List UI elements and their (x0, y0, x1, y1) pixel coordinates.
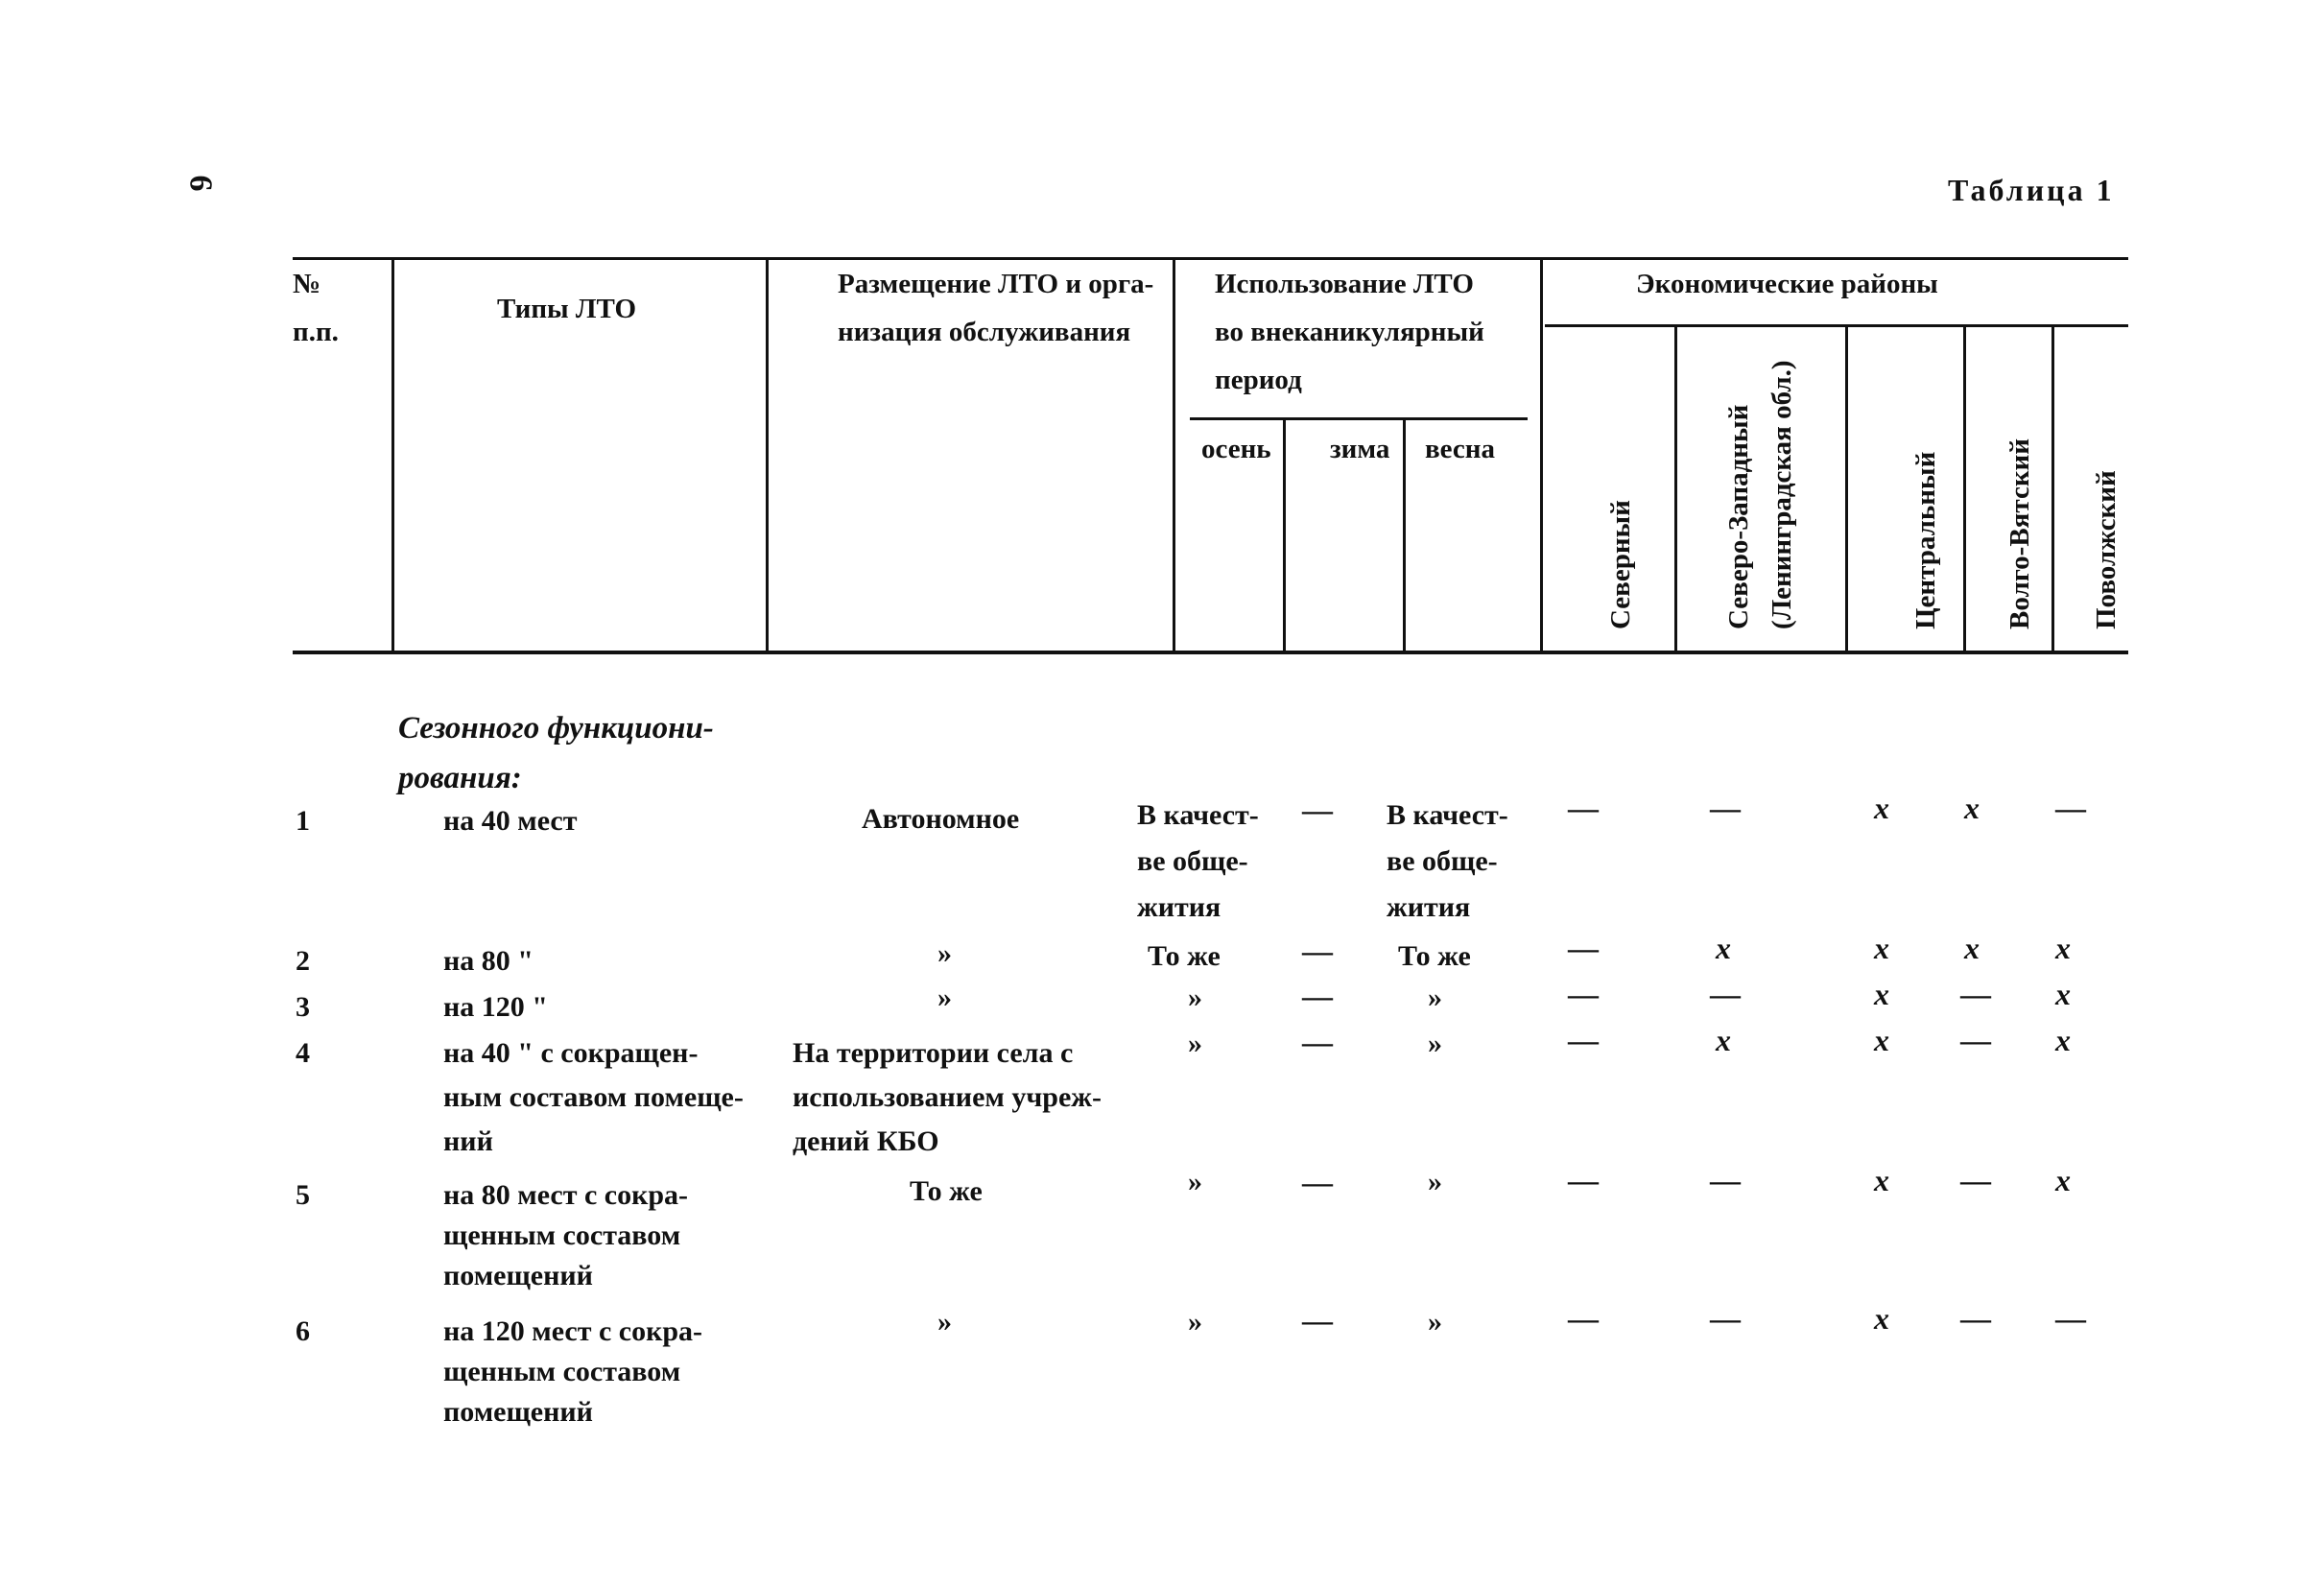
row-region-northwest: — (1710, 1163, 1741, 1197)
row-region-north: — (1568, 931, 1599, 965)
row-region-volga: x (2055, 1163, 2071, 1197)
row-region-north: — (1568, 1301, 1599, 1336)
row-winter-usage: — (1302, 793, 1333, 827)
row-region-central: x (1874, 1163, 1889, 1197)
row-autumn-usage: » (1188, 1028, 1202, 1059)
row-spring-usage: В качест- (1387, 799, 1508, 831)
col-divider-1 (391, 257, 394, 652)
col-divider-9 (1963, 326, 1966, 652)
header-placement-line2: низация обслуживания (838, 317, 1131, 347)
header-bottom-border (293, 651, 2128, 654)
col-divider-4 (1283, 418, 1286, 652)
section-heading-line2: рования: (398, 761, 522, 795)
row-placement: Автономное (862, 803, 1020, 835)
row-type: ний (443, 1125, 493, 1157)
col-divider-3 (1173, 257, 1175, 652)
regions-subheader-line (1545, 324, 2128, 327)
row-spring-usage: » (1428, 1166, 1442, 1197)
row-winter-usage: — (1302, 979, 1333, 1013)
row-type: на 40 " с сокращен- (443, 1037, 699, 1069)
page-number: 6 (182, 175, 219, 192)
row-spring-usage: » (1428, 982, 1442, 1013)
row-region-central: x (1874, 931, 1889, 965)
header-region-north: Северный (1605, 500, 1636, 629)
row-placement: То же (910, 1175, 983, 1207)
row-region-northwest: — (1710, 1301, 1741, 1336)
row-type: на 120 " (443, 991, 548, 1023)
row-autumn-usage: ве обще- (1137, 845, 1248, 877)
row-number: 1 (296, 805, 310, 837)
row-region-volga: x (2055, 977, 2071, 1011)
row-placement: использованием учреж- (793, 1081, 1103, 1113)
row-type: щенным составом (443, 1219, 681, 1251)
row-region-northwest: x (1716, 1023, 1731, 1057)
row-number: 6 (296, 1315, 310, 1347)
row-region-north: — (1568, 977, 1599, 1011)
row-region-north: — (1568, 1023, 1599, 1057)
header-types: Типы ЛТО (497, 294, 637, 324)
section-heading-line1: Сезонного функциони- (398, 711, 714, 746)
row-region-volgo-vyatka: x (1964, 931, 1980, 965)
row-number: 3 (296, 991, 310, 1023)
header-regions-title: Экономические районы (1636, 269, 1938, 299)
row-region-northwest: — (1710, 791, 1741, 825)
row-type: ным составом помеще- (443, 1081, 744, 1113)
row-region-volgo-vyatka: — (1960, 1023, 1991, 1057)
row-winter-usage: — (1302, 934, 1333, 968)
header-winter: зима (1330, 434, 1390, 464)
row-placement: дений КБО (793, 1125, 939, 1157)
row-spring-usage: То же (1398, 940, 1471, 972)
col-divider-5 (1403, 418, 1406, 652)
row-region-volga: — (2055, 791, 2086, 825)
row-spring-usage: жития (1387, 891, 1471, 923)
row-spring-usage: » (1428, 1028, 1442, 1059)
row-type: на 80 мест с сокра- (443, 1179, 689, 1211)
header-region-northwest-note: (Ленинградская обл.) (1767, 360, 1797, 629)
table-top-border (293, 257, 2128, 260)
header-region-northwest: Северо-Западный (1723, 404, 1754, 629)
row-region-northwest: x (1716, 931, 1731, 965)
row-type: щенным составом (443, 1356, 681, 1387)
header-num-abbr: п.п. (293, 317, 339, 347)
row-autumn-usage: жития (1137, 891, 1221, 923)
header-placement-line1: Размещение ЛТО и орга- (838, 269, 1154, 299)
row-spring-usage: ве обще- (1387, 845, 1498, 877)
header-num-symbol: № (293, 269, 321, 299)
col-divider-8 (1845, 326, 1848, 652)
row-autumn-usage: » (1188, 1166, 1202, 1197)
row-region-volgo-vyatka: x (1964, 791, 1980, 825)
header-spring: весна (1425, 434, 1495, 464)
col-divider-10 (2051, 326, 2054, 652)
table-title: Таблица 1 (1948, 173, 2115, 207)
row-region-volga: x (2055, 931, 2071, 965)
row-type: помещений (443, 1260, 593, 1291)
row-type: на 80 " (443, 945, 534, 977)
row-region-volga: — (2055, 1301, 2086, 1336)
col-divider-2 (766, 257, 769, 652)
row-region-central: x (1874, 1301, 1889, 1336)
row-region-volgo-vyatka: — (1960, 1301, 1991, 1336)
header-autumn: осень (1201, 434, 1271, 464)
row-region-central: x (1874, 977, 1889, 1011)
row-type: на 120 мест с сокра- (443, 1315, 703, 1347)
row-winter-usage: — (1302, 1025, 1333, 1059)
row-region-northwest: — (1710, 977, 1741, 1011)
header-region-volga: Поволжский (2091, 470, 2122, 629)
row-placement: » (937, 1306, 952, 1337)
row-region-north: — (1568, 1163, 1599, 1197)
row-autumn-usage: В качест- (1137, 799, 1259, 831)
row-autumn-usage: » (1188, 1306, 1202, 1337)
row-autumn-usage: То же (1148, 940, 1221, 972)
header-usage-line1: Использование ЛТО (1215, 269, 1474, 299)
header-usage-line3: период (1215, 365, 1302, 395)
row-type: помещений (443, 1396, 593, 1428)
row-autumn-usage: » (1188, 982, 1202, 1013)
row-winter-usage: — (1302, 1303, 1333, 1337)
row-number: 5 (296, 1179, 310, 1211)
row-region-volgo-vyatka: — (1960, 1163, 1991, 1197)
row-winter-usage: — (1302, 1165, 1333, 1199)
header-region-central: Центральный (1910, 451, 1941, 629)
row-placement: » (937, 937, 952, 969)
row-number: 2 (296, 945, 310, 977)
usage-subheader-line (1190, 417, 1528, 420)
col-divider-7 (1674, 326, 1677, 652)
row-type: на 40 мест (443, 805, 578, 837)
row-placement: На территории села с (793, 1037, 1074, 1069)
row-region-central: x (1874, 1023, 1889, 1057)
row-region-central: x (1874, 791, 1889, 825)
row-placement: » (937, 982, 952, 1013)
row-region-volgo-vyatka: — (1960, 977, 1991, 1011)
row-region-north: — (1568, 791, 1599, 825)
header-region-volgo-vyatka: Волго-Вятский (2004, 438, 2035, 629)
header-usage-line2: во внеканикулярный (1215, 317, 1484, 347)
row-region-volga: x (2055, 1023, 2071, 1057)
row-spring-usage: » (1428, 1306, 1442, 1337)
row-number: 4 (296, 1037, 310, 1069)
col-divider-6 (1540, 257, 1543, 652)
